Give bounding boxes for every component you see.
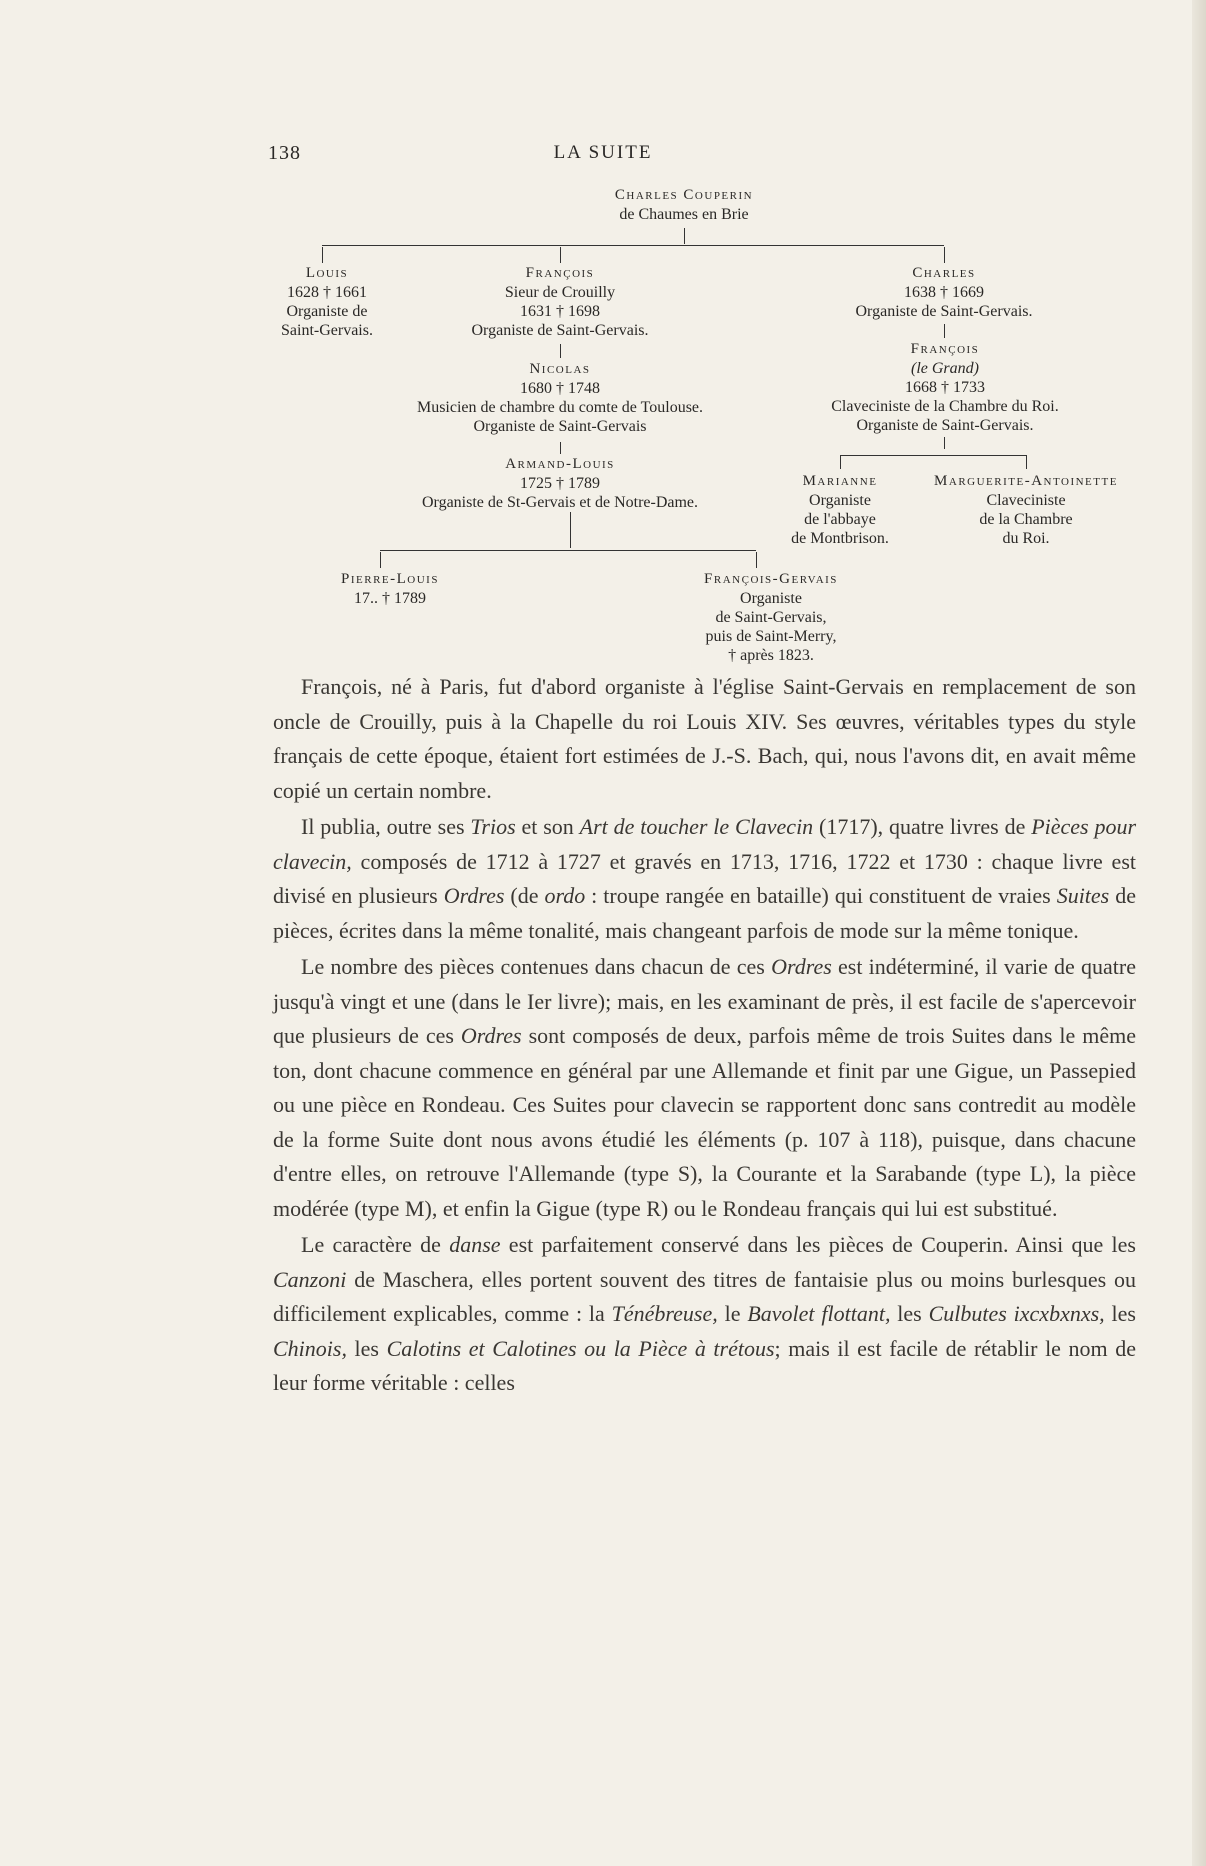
node-name: François-Gervais (704, 571, 838, 587)
tree-line (944, 437, 945, 449)
node-marguerite-antoinette (920, 472, 1132, 548)
node-line: 1725 † 1789 (520, 475, 600, 492)
tree-line (840, 455, 1026, 456)
tree-line (322, 247, 323, 263)
node-line: du Roi. (1002, 530, 1050, 547)
node-line: Organiste de Saint-Gervais. (856, 417, 1034, 434)
node-line: 1668 † 1733 (905, 379, 985, 396)
node-name: Pierre-Louis (341, 571, 439, 587)
tree-line (840, 455, 841, 469)
node-line: 17.. † 1789 (354, 590, 426, 607)
paragraph: Le nombre des pièces contenues dans chacun de ces Ordres est indéterminé, il varie de quatre jusqu'à vingt et une (dans le Ier livre); mais, en les examinant de près, il est facile de s'apercevoir que plusieurs de ces Ordres sont composés de deux, parfois même de trois Suites dans le même ton, dont chacune commence en général par une Allemande et finit par une Gigue, un Passepied ou une pièce en Rondeau. Ces Suites pour clavecin se rapportent donc sans contredit au modèle de la forme Suite dont nous avons étudié les éléments (p. 107 à 118), puisque, dans chacune d'entre elles, on retrouve l'Allemande (type S), la Courante et la Sarabande (type L), la pièce modérée (type M), et enfin la Gigue (type R) ou le Rondeau français qui lui est substitué. (273, 954, 1137, 1221)
node-line: de Montbrison. (791, 530, 889, 547)
node-nicolas (370, 360, 750, 436)
node-line: de Chaumes en Brie (619, 206, 749, 223)
tree-line (380, 550, 756, 551)
node-name: Nicolas (529, 361, 591, 377)
tree-line (756, 552, 757, 568)
node-francois-le-grand (800, 340, 1090, 435)
node-line: de l'abbaye (804, 511, 876, 528)
tree-line (560, 344, 561, 358)
node-name: Charles Couperin (614, 187, 754, 203)
node-marianne (770, 472, 910, 548)
node-line: Musicien de chambre du comte de Toulouse. (416, 399, 704, 416)
tree-line (944, 247, 945, 263)
tree-line (380, 552, 381, 568)
node-line: Organiste de Saint-Gervais. (855, 303, 1033, 320)
tree-line (684, 228, 685, 244)
node-louis (252, 264, 402, 340)
page-number: 138 (268, 142, 301, 164)
node-name: Louis (305, 265, 349, 281)
node-line: 1680 † 1748 (520, 380, 600, 397)
node-line: Saint-Gervais. (281, 322, 373, 339)
node-line: 1631 † 1698 (520, 303, 600, 320)
paragraph: Le caractère de danse est parfaitement conservé dans les pièces de Couperin. Ainsi que les Canzoni de Maschera, elles portent souvent des titres de fantaisie plus ou moins burlesques ou difficilement explicables, comme : la Ténébreuse, le Bavolet flottant, les Culbutes ixcxbxnxs, les Chinois, les Calotins et Calotines ou la Pièce à trétous; mais il est facile de rétablir le nom de leur forme véritable : celles (273, 1232, 1136, 1395)
node-francois-crouilly (420, 264, 700, 340)
node-line: Claveciniste (986, 492, 1066, 509)
node-francois-gervais (676, 570, 866, 665)
paragraph: Il publia, outre ses Trios et son Art de toucher le Clavecin (1717), quatre livres de Pièces pour clavecin, composés de 1712 à 1727 et gravés en 1713, 1716, 1722 et 1730 : chaque livre est divisé en plusieurs Ordres (de ordo : troupe rangée en bataille) qui constituent de vraies Suites de pièces, écrites dans la même tonalité, mais changeant parfois de mode sur la même tonique. (273, 814, 1136, 943)
node-line: Organiste (740, 590, 802, 607)
node-line: puis de Saint-Merry, (705, 628, 837, 645)
node-line: Organiste (809, 492, 871, 509)
body-text (273, 670, 1136, 1401)
node-line: Sieur de Crouilly (504, 284, 616, 301)
tree-line (560, 247, 561, 263)
running-title: LA SUITE (553, 142, 653, 163)
genealogy-tree (0, 0, 1206, 680)
node-line: (le Grand) (911, 360, 979, 377)
node-line: Organiste de Saint-Gervais. (471, 322, 649, 339)
node-pierre-louis (320, 570, 460, 608)
tree-line (1026, 455, 1027, 469)
node-charles-couperin-root (524, 186, 844, 224)
node-line: 1628 † 1661 (287, 284, 367, 301)
node-line: 1638 † 1669 (904, 284, 984, 301)
node-name: Charles (912, 265, 976, 281)
node-name: Marguerite-Antoinette (934, 473, 1118, 489)
node-line: Organiste de Saint-Gervais (473, 418, 647, 435)
tree-line (944, 324, 945, 338)
tree-line (322, 245, 944, 246)
tree-line (570, 512, 571, 548)
node-line: † après 1823. (728, 647, 814, 664)
node-line: de Saint-Gervais, (715, 609, 827, 626)
node-line: Claveciniste de la Chambre du Roi. (831, 398, 1059, 415)
tree-line (560, 442, 561, 454)
node-line: de la Chambre (979, 511, 1073, 528)
node-line: Organiste de St-Gervais et de Notre-Dame. (421, 494, 699, 511)
node-name: François (525, 265, 595, 281)
node-name: François (910, 341, 980, 357)
node-line: Organiste de (286, 303, 368, 320)
node-name: Marianne (802, 473, 878, 489)
node-name: Armand-Louis (505, 456, 615, 472)
node-armand-louis (370, 455, 750, 512)
paragraph: François, né à Paris, fut d'abord organiste à l'église Saint-Gervais en remplacement de son oncle de Crouilly, puis à la Chapelle du roi Louis XIV. Ses œuvres, véritables types du style français de cette époque, étaient fort estimées de J.-S. Bach, qui, nous l'avons dit, en avait même copié un certain nombre. (273, 674, 1136, 803)
node-charles (810, 264, 1078, 321)
